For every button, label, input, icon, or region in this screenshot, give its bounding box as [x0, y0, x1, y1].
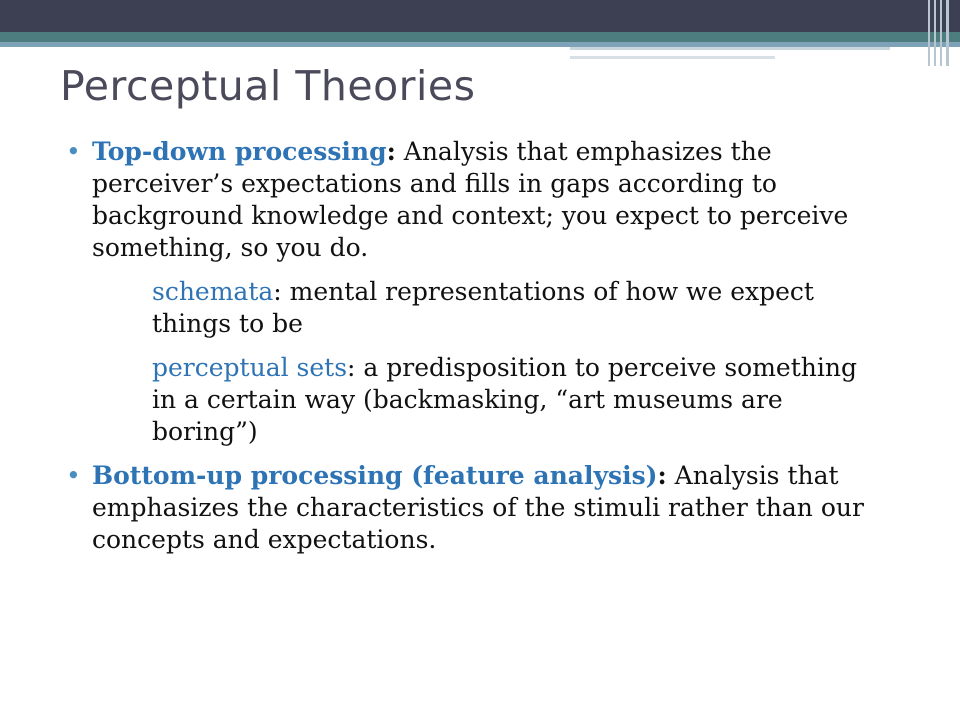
header-vertical-line	[946, 0, 949, 66]
bullet-separator: :	[657, 461, 667, 490]
slide-body	[62, 136, 882, 568]
header-vertical-line	[934, 0, 936, 66]
bullet-top-down	[62, 136, 882, 264]
subpoint-term: perceptual sets	[152, 353, 348, 382]
bullet-text: Analysis that emphasizes the perceiver’s expectations and fills in gaps according to background knowledge and context; you expect to perceive something, so you do.	[92, 137, 849, 262]
bullet-text: Analysis that emphasizes the characteristics of the stimuli rather than our concepts and expectations.	[92, 461, 864, 554]
bullet-term: Top-down processing	[92, 137, 387, 166]
subpoint-text: : mental representations of how we expect things to be	[152, 277, 814, 338]
subpoint-text: : a predisposition to perceive something in a certain way (backmasking, “art museums are boring”)	[152, 353, 857, 446]
bullet-icon: •	[66, 461, 81, 490]
bullet-term: Bottom-up processing (feature analysis)	[92, 461, 658, 490]
header-accent-line	[570, 56, 775, 59]
subpoint-term: schemata	[152, 277, 274, 306]
slide-title: Perceptual Theories	[60, 62, 476, 110]
bullet-icon: •	[66, 137, 81, 166]
bullet-bottom-up	[62, 460, 882, 556]
header-bar-teal	[0, 32, 960, 42]
header-bar-dark	[0, 0, 960, 32]
header-vertical-line	[940, 0, 942, 66]
header-vertical-line	[928, 0, 930, 66]
subpoint-schemata	[62, 276, 882, 340]
header-accent-line	[570, 47, 890, 50]
subpoint-perceptual-sets	[62, 352, 882, 448]
bullet-separator: :	[386, 137, 396, 166]
